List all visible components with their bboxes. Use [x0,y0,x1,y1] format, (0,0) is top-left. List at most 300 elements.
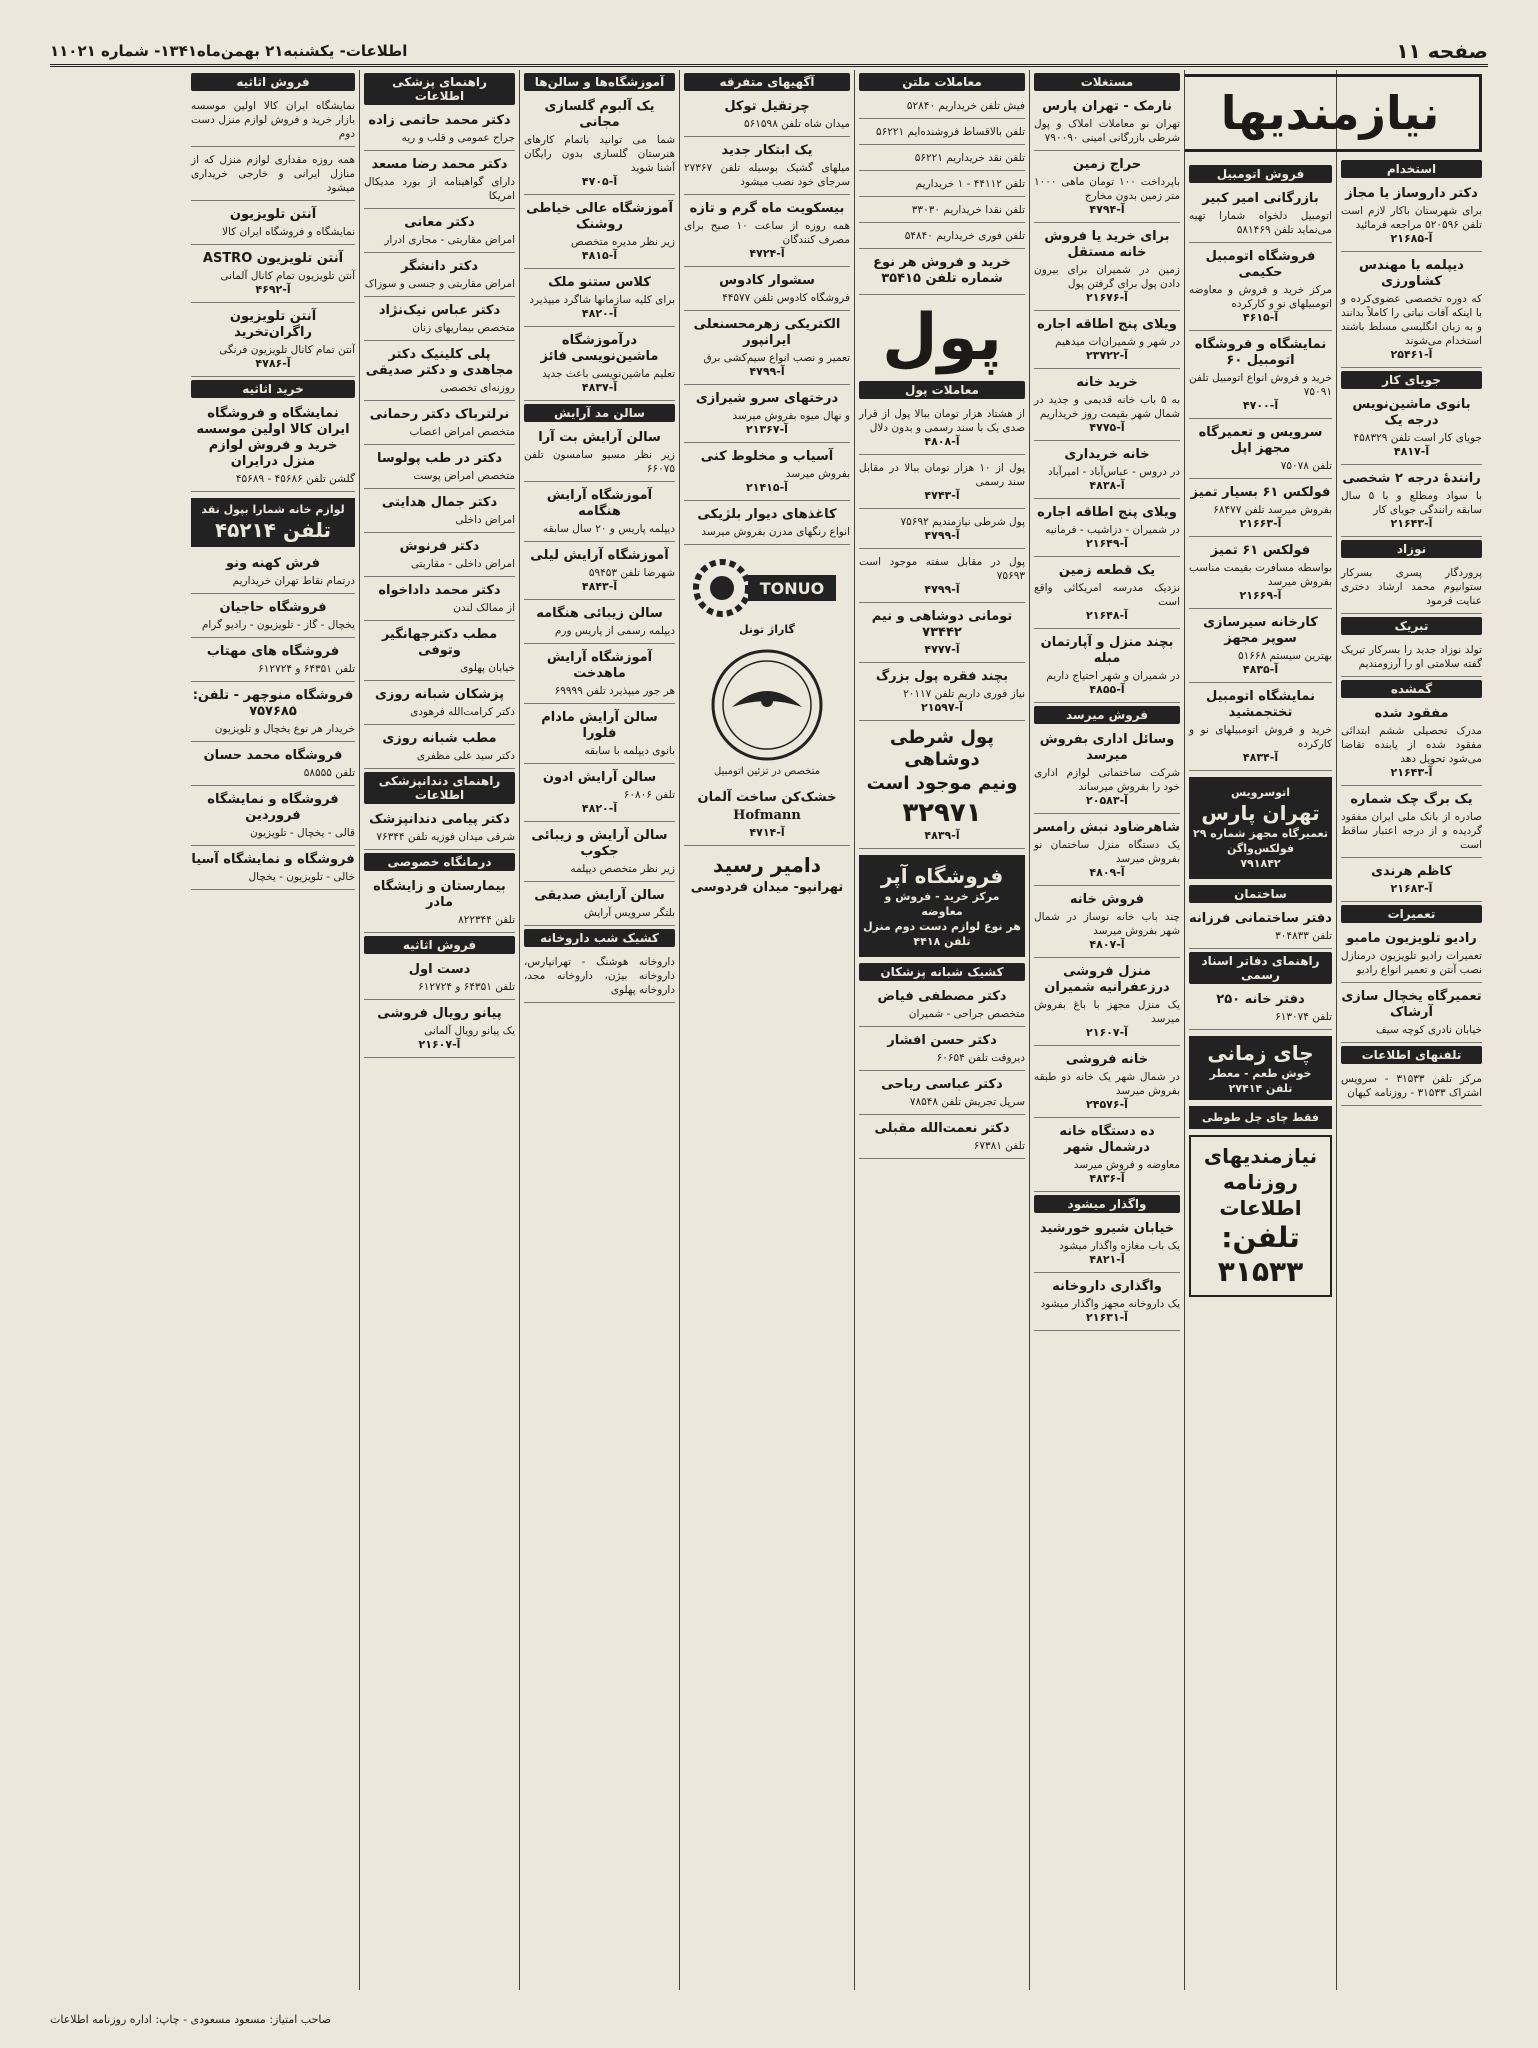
autoservice-line1: اتوسرویس [1231,786,1290,799]
classified-ad [1189,246,1332,331]
ad-reference: آ-۲۱۶۴۸ [1086,609,1128,622]
ad-title: فروشگاه محمد حسان [203,748,343,763]
classified-ad [1341,928,1482,983]
classified-ad [364,959,515,1000]
classified-ad [191,150,355,201]
ad-title: آموزشگاه عالی خیاطی روشنک [526,201,673,232]
classified-ad [191,403,355,492]
section-heading: خرید اثاثیه [191,380,355,398]
ad-text: گلشن تلفن ۴۵۶۸۶ - ۴۵۶۸۹ [235,473,355,485]
ad-text: خیابان پهلوی [460,662,515,674]
classified-ad [859,404,1025,455]
classified-ad [859,986,1025,1027]
svg-text:TONUO: TONUO [759,579,825,598]
ad-title: دکتر جمال هدایتی [381,495,498,510]
column-4-sections [859,73,1025,295]
section-heading: راهنمای دندانپزشکی اطلاعات [364,772,515,804]
ad-title: خرید و فروش هر نوع شماره تلفن ۳۵۴۱۵ [873,255,1011,286]
ad-reference: آ-۴۷۹۹ [749,365,785,378]
ad-title: تومانی دوشاهی و نیم ۷۳۴۴۲ [871,609,1013,640]
ad-text: انواع رنگهای مدرن بفروش میرسد [701,526,850,538]
ad-text: امراض مقاربتی - مجاری ادرار [384,234,515,246]
ad-text: دیپلمه پاریس و ۲۰ سال سابقه [543,523,675,535]
ad-text: دارای گواهینامه از بورد مدیکال امریکا [364,176,515,202]
ad-title: دکتر مصطفی فیاض [877,989,1007,1004]
column-7 [359,70,519,1990]
classified-ad [1341,640,1482,677]
ad-text: زمین در شمیران برای بیرون دادن پول برای گرفتن پول [1034,264,1180,290]
section-heading: تعمیرات [1341,905,1482,923]
ad-reference: آ-۴۷۲۴ [749,247,785,260]
ad-title: کلاس ستنو ملک [548,275,651,290]
classified-ad [1189,334,1332,419]
classified-ad [1341,255,1482,368]
ad-reference: آ-۲۱۶۷۶ [1086,291,1128,304]
ad-reference: آ-۲۰۵۸۳ [1086,794,1128,807]
ad-reference: آ-۲۱۶۸۵ [1390,232,1433,245]
ad-reference: آ-۲۱۶۸۳ [1390,882,1433,895]
ad-title: درآموزشگاه ماشین‌نویسی فائز [540,333,659,364]
ad-text: مدرک تحصیلی ششم ابتدائی مفقود شده از یابنده تقاضا می‌شود تحویل دهد [1341,725,1482,765]
ad-title: دکتر محمد رضا مسعد [371,157,508,172]
classified-ad [859,606,1025,663]
ad-text: نمایشگاه ایران کالا اولین موسسه بازار خرید و فروش لوازم منزل دست دوم [191,100,355,140]
ad-title: آنتن تلویزیون راگران‌تخرید [229,309,317,340]
classified-ad [364,728,515,769]
ad-text: تعلیم ماشین‌نویسی باعث جدید [542,368,675,380]
ad-text: دکتر سید علی مظفری [416,750,515,762]
column-5-sections [684,73,850,545]
classified-ad [684,504,850,545]
ad-reference: آ-۴۸۵۵ [1089,683,1125,696]
classified-ad [1189,989,1332,1030]
ad-text: شما می توانید باتمام کارهای هنرستان گلسازی بدون رایگان آشنا شوید [524,134,675,174]
ad-text: خرید و فروش اتومبیلهای نو و کارکرده [1189,724,1332,750]
ad-text: امراض داخلی - مقاربتی [410,558,515,570]
ad-text: پروردگار پسری بسرکار ستوانیوم محمد ارشاد دختری عنایت فرمود [1341,567,1482,607]
classified-ad [1034,1276,1180,1331]
classified-ad [1341,394,1482,465]
ad-title: فروشگاه اتومبیل حکیمی [1205,249,1316,280]
classified-ad [524,603,675,644]
column-1-sections [1341,160,1482,1106]
ad-title: خیابان شیرو خورشید [1039,1221,1175,1236]
classified-ad [524,825,675,882]
classified-ad [1034,560,1180,629]
ad-title: دکتر عباسی ریاحی [881,1077,1003,1092]
classified-ad [524,198,675,269]
tea-line1: چای زمانی [1207,1041,1314,1065]
ad-text: دیروقت تلفن ۶۰۶۵۴ [936,1052,1025,1064]
classified-ad [1341,468,1482,537]
ad-title: فرش کهنه ونو [225,556,321,571]
column-4-sections-after [859,963,1025,1159]
classified-ad [684,388,850,443]
classified-ad [1341,183,1482,252]
ad-title: ویلای پنج اطاقه اجاره [1037,505,1177,520]
ad-title: بانوی ماشین‌نویس درجه یک [1352,397,1471,428]
classified-ad [524,952,675,1003]
ad-title: مفقود شده [1374,706,1449,721]
section-heading: نوزاد [1341,540,1482,558]
ad-text: مرکز تلفن ۳۱۵۳۳ - سرویس اشتراک ۳۱۵۳۳ - روزنامه کیهان [1341,1073,1483,1099]
classified-ad [1034,154,1180,223]
section-heading: تبریک [1341,617,1482,635]
ad-title: مطب دکترجهانگیر وتوفی [381,627,498,658]
ad-title: بیمارستان و زایشگاه مادر [373,879,506,910]
ad-title: کاغذهای دیوار بلژیکی [697,507,837,522]
ad-title: آموزشگاه آرایش لیلی [530,548,669,563]
classified-ad [1034,502,1180,557]
column-2-sections [1189,165,1332,771]
ad-title: فروشگاه منوچهر - تلفن: ۷۵۷۶۸۵ [192,688,354,719]
classified-ad [859,552,1025,603]
classified-ad [859,512,1025,549]
ad-text: سرپل تجریش تلفن ۷۸۵۴۸ [909,1096,1025,1108]
ad-text: تلفن ۶۴۳۵۱ و ۶۱۲۷۲۴ [418,981,515,993]
classified-ad [684,314,850,385]
ad-text: تهران نو معاملات املاک و پول شرطی بازرگانی امینی ۷۹۰۰۹۰ [1034,118,1180,144]
ad-text: همه روزه مقداری لوازم منزل که از منازل ایرانی و خارجی خریداری میشود [191,154,355,194]
emblem-caption: متخصص در تزئین اتومبیل [714,766,820,777]
ad-reference: آ-۴۶۱۵ [1242,311,1279,324]
eagle-emblem-icon [707,645,827,765]
classified-ad [1034,226,1180,311]
ad-text: صادره از بانک ملی ایران مفقود گردیده و از درجه اعتبار ساقط است [1341,811,1482,851]
imprint: صاحب امتیاز: مسعود مسعودی - چاپ: اداره روزنامه اطلاعات [50,2013,332,2026]
ad-text: متخصص جراحی - شمیران [908,1008,1025,1020]
section-heading: راهنمای پزشکی اطلاعات [364,73,515,105]
classified-ad [1034,1121,1180,1192]
section-heading: ساختمان [1189,885,1332,903]
classified-ad [364,580,515,621]
classified-ad [684,270,850,311]
damir-ad [684,849,850,903]
ad-title: شاهرضاود نبش رامسر [1034,820,1180,835]
ad-text: باپرداخت ۱۰۰ تومان ماهی ۱۰۰۰ متر زمین بدون مخارج [1034,176,1180,202]
store-phone: تلفن ۴۴۱۸ [913,935,971,948]
classified-ad [1189,686,1332,771]
ad-text: تلفن بالاقساط فروشنده‌ایم ۵۶۲۲۱ [875,126,1025,138]
ad-reference: آ-۲۵۴۶۱ [1390,348,1433,361]
ad-text: تلفن فوری خریداریم ۵۴۸۴۰ [904,230,1025,242]
ad-title: دست اول [408,962,471,977]
ad-reference: آ-۲۳۷۲۲ [1086,349,1128,362]
classified-ad [1189,540,1332,609]
classified-ad [364,154,515,209]
ad-text: یک داروخانه مجهز واگذار میشود [1040,1298,1180,1310]
ad-title: فروشگاه و نمایشگاه فروردین [207,792,339,823]
section-heading: مستغلات [1034,73,1180,91]
classified-ad [364,256,515,297]
section-heading: فروش اتومبیل [1189,165,1332,183]
footer-box-line1: نیازمندیهای [1203,1144,1318,1168]
section-heading: کشیک شبانه پزشکان [859,963,1025,981]
ad-reference: آ-۲۱۶۴۳ [1390,517,1433,530]
ad-reference: آ-۴۸۰۹ [1089,866,1125,879]
ad-text: میلهای گشیک بوسیله تلفن ۲۷۳۶۷ سرجای خود نصب میشود [684,162,850,188]
ad-text: زیر نظر متخصص دیپلمه [570,863,675,875]
classified-ad [524,485,675,542]
ad-text: تلفن ۷۵۰۷۸ [1280,460,1332,472]
classified-ad [859,1074,1025,1115]
ad-reference: آ-۲۱۶۴۳ [1390,766,1433,779]
classified-ad [191,96,355,147]
ad-title: دفتر ساختمانی فرزانه [1189,911,1332,926]
ad-title: سالن آرایش بت آرا [538,430,661,445]
classified-ad [524,96,675,195]
column-8 [187,70,359,1990]
ad-text: نزدیک مدرسه امریکائی واقع است [1034,582,1180,608]
ad-title: دکتر محمد حاتمی زاده [368,113,511,128]
classified-ad [1034,817,1180,886]
ad-title: فروشگاه حاجیان [219,600,327,615]
footer-box-line3: تلفن: ۳۱۵۳۳ [1217,1221,1304,1288]
ad-text: بفروش میرسد [785,468,850,480]
ad-text: خالی - تلویزیون - یخچال [248,871,355,883]
money-big-word: پول [882,301,1002,375]
classified-ad [1034,96,1180,151]
ad-title: تعمیرگاه یخچال سازی آرشاک [1341,989,1482,1020]
classifieds-grid [50,70,1486,1990]
ad-text: دیپلمه رسمی از پاریس ورم [554,625,675,637]
classified-ad [364,300,515,341]
classified-ad [1034,314,1180,369]
classified-ad [1189,908,1332,949]
classified-ad [191,745,355,786]
ad-text: میدان شاه تلفن ۵۶۱۵۹۸ [744,118,850,130]
classified-ad [684,446,850,501]
section-heading: راهنمای دفاتر اسناد رسمی [1189,952,1332,984]
ad-title: دکتر در طب پولوسا [376,451,503,466]
ad-text: تلفن ۶۷۳۸۱ [973,1140,1025,1152]
ad-text: بلتگر سرویس آرایش [583,907,675,919]
needs-title-box [1184,74,1482,152]
hofmann-line1: خشک‌کن ساخت آلمان [697,790,837,805]
ad-title: کاظم هرندی [1371,864,1452,879]
classified-ad [364,448,515,489]
classified-ad [1341,703,1482,786]
section-heading: فروش میرسد [1034,706,1180,724]
ad-title: فولکس ۶۱ تمیز [1210,543,1311,558]
ad-text: از هشتاد هزار تومان ببالا پول از قرار صدی یک با سند رسمی و بدون دلال [859,408,1025,434]
ad-text: در شمال شهر یک خانه دو طبقه بفروش میرسد [1034,1071,1180,1097]
garage-logo [684,553,850,637]
classified-ad [859,1030,1025,1071]
classified-ad [191,789,355,846]
ad-title: آموزشگاه آرایش هنگامه [546,488,653,519]
ad-reference: آ-۲۱۵۹۷ [921,701,963,714]
ad-text: بانوی دیپلمه با سابقه [584,745,675,757]
ad-reference: آ-۴۸۳۴ [1242,751,1279,764]
ad-text: روزنه‌ای تخصصی [440,382,515,394]
autoservice-line2: تهران پارس [1201,801,1320,825]
footer-box-line2: روزنامه اطلاعات [1219,1170,1302,1220]
classified-ad [859,174,1025,197]
column-8-sections-after [191,553,355,890]
ad-text: فروشگاه کادوس تلفن ۴۴۵۷۷ [722,292,850,304]
ad-title: خانه خریداری [1064,447,1150,462]
needs-footer-box [1189,1135,1332,1297]
damir-line1: دامیر رسید [713,853,821,877]
ad-reference: آ-۴۷۰۰ [1242,399,1279,412]
needs-title: نیازمندیها [1220,86,1440,140]
ad-text: تلفن ۶۱۳۰۷۴ [1275,1011,1332,1023]
classified-ad [1034,372,1180,441]
ad-title: سالن زیبائی هنگامه [536,606,663,621]
ad-text: تعمیرات رادیو تلویزیون درمنازل نصب آنتن و تعمیر انواع رادیو [1341,950,1482,976]
ad-text: برای کلیه سازمانها شاگرد میپذیرد [529,294,675,306]
ad-text: مرکز خرید و فروش و معاوضه اتومبیلهای نو و کارکرده [1189,284,1332,310]
ad-text: دکتر کرامت‌الله فرهودی [410,706,515,718]
ad-reference: آ-۴۷۹۴ [1089,203,1125,216]
ad-title: مطب شبانه روزی [382,731,497,746]
classified-ad [684,198,850,267]
ad-text: در شمیران و شهر احتیاج داریم [1046,670,1180,682]
classified-ad [364,110,515,151]
cash-furniture-ad [191,498,355,547]
classified-ad [859,252,1025,295]
ad-text: پول در مقابل سفته موجود است ۷۵۶۹۳ [859,556,1025,582]
ad-title: پیانو رویال فروشی [377,1006,502,1021]
classified-ad [859,226,1025,249]
classified-ad [1341,986,1482,1043]
ad-title: دکتر عباس نیک‌نژاد [378,303,501,318]
ad-text: تلفن ۴۴۱۱۲ - ۱ خریداریم [915,178,1025,190]
ad-text: یک باب مغازه واگذار میشود [1059,1240,1180,1252]
ad-text: تعمیر و نصب انواع سیم‌کشی برق [703,352,850,364]
classified-ad [524,545,675,600]
ad-title: رانندهٔ درجه ۲ شخصی [1342,471,1481,486]
ad-title: سالن آرایش ادون [542,770,657,785]
ad-reference: آ-۲۱۶۳۱ [1086,1311,1128,1324]
classified-ad [1341,1069,1482,1106]
classified-ad [1034,1218,1180,1273]
hofmann-ad [684,787,850,846]
ad-text: تلفن ۵۸۵۵۵ [303,767,355,779]
ad-title: سرویس و تعمیرگاه مجهز اپل [1198,425,1323,456]
ad-title: آموزشگاه آرایش ماهدخت [546,650,653,681]
ad-text: شهرضا تلفن ۵۹۴۵۳ [588,567,675,579]
store-ad [859,855,1025,957]
classified-ad [524,885,675,926]
column-6-sections [524,73,675,1003]
section-heading: معاملات پول [859,381,1025,399]
ad-reference: آ-۴۸۱۵ [581,249,618,262]
classified-ad [1189,482,1332,537]
tea-phone: تلفن ۲۷۴۱۴ [1228,1082,1293,1095]
autoservice-phone: ۷۹۱۸۴۲ [1240,857,1281,870]
ad-title: دکتر نعمت‌الله مقبلی [874,1121,1010,1136]
ad-text: تلفن نقدا خریداریم ۳۳۰۳۰ [911,204,1025,216]
ad-title: بچند فقره پول بزرگ [875,669,1009,684]
ad-title: چرتقیل توکل [724,99,810,114]
ad-text: از ممالک لندن [453,602,515,614]
ad-text: و نهال میوه بفروش میرسد [732,410,850,422]
section-heading: گمشده [1341,680,1482,698]
ad-title: برای خرید یا فروش خانه مستقل [1044,229,1170,260]
ad-text: تلفن ۶۴۳۵۱ و ۶۱۲۷۲۴ [258,663,355,675]
section-heading: فروش اثاثیه [191,73,355,91]
classified-ad [364,1003,515,1058]
ad-title: رادیو تلویزیون مامبو [1346,931,1477,946]
classified-ad [1189,422,1332,479]
ad-text: امراض مقاربتی و جنسی و سوزاک [364,278,515,290]
ad-text: به ۵ باب خانه قدیمی و جدید در شمال شهر بقیمت روز خریداریم [1034,394,1180,420]
page-number: صفحه ۱۱ [1396,39,1488,63]
ad-text: زیر نظر مدیره متخصص [570,236,675,248]
ad-reference: آ-۴۷۷۵ [1089,421,1125,434]
money-ad-line1: پول شرطی دوشاهی [890,727,994,770]
classified-ad [1034,961,1180,1046]
classified-ad [1034,729,1180,814]
ad-text: برای شهرستان باکار لازم است تلفن ۵۲۰۵۹۶ مراجعه فرمائید [1341,205,1482,231]
ad-text: تلفن نقد خریداریم ۵۶۲۲۱ [914,152,1025,164]
ad-text: امراض داخلی [455,514,515,526]
classified-ad [364,684,515,725]
ad-title: پلی کلینیک دکتر مجاهدی و دکتر صدیقی [365,347,514,378]
ad-title: سشوار کادوس [719,273,815,288]
ad-title: نمایشگاه و فروشگاه ایران کالا اولین موسسه خرید و فروش لوازم منزل درایران [196,406,350,469]
section-heading: جویای کار [1341,371,1482,389]
ad-text: متخصص بیماریهای زنان [412,322,515,334]
classified-ad [1341,563,1482,614]
ad-text: زیر نظر مسیو سامسون تلفن ۶۶۰۷۵ [524,449,675,475]
ad-title: خانه فروشی [1065,1052,1149,1067]
ad-title: بازرگانی امیر کبیر [1202,191,1319,206]
ad-reference: آ-۴۸۳۵ [1242,663,1279,676]
ad-title: سالن آرایش مادام فلورا [541,710,658,741]
classified-ad [524,767,675,822]
ad-text: نیاز فوری داریم تلفن ۲۰۱۱۷ [903,688,1025,700]
section-heading: استخدام [1341,160,1482,178]
ad-text: جراح عمومی و قلب و ریه [401,132,515,144]
ad-title: الکتریکی زهرمحسنعلی ایرانپور [693,317,841,348]
classified-ad [191,849,355,890]
classified-ad [524,427,675,482]
section-heading: واگذار میشود [1034,1195,1180,1213]
classified-ad [1034,444,1180,499]
ad-reference: آ-۲۱۶۰۷ [1086,1026,1128,1039]
ad-text: تولد نوزاد جدید را بسرکار تبریک گفته سلامتی او را آرزومندیم [1341,644,1482,670]
store-line3: هر نوع لوازم دست دوم منزل [863,920,1021,933]
ad-reference: آ-۲۱۶۶۳ [1239,517,1282,530]
ad-text: در دروس - عباس‌آباد - امیرآباد [1047,466,1180,478]
ad-title: واگذاری داروخانه [1052,1279,1162,1294]
ad-text: یک پیانو رویال آلمانی [424,1025,515,1037]
column-7-sections [364,73,515,1058]
section-heading: سالن مد آرایش [524,404,675,422]
ad-reference: آ-۴۷۴۳ [924,489,960,502]
ad-text: نمایشگاه و فروشگاه ایران کالا [221,226,355,238]
section-heading: درمانگاه خصوصی [364,853,515,871]
autoservice-line3: تعمیرگاه مجهز شماره ۲۹ فولکس‌واگن [1193,827,1328,855]
classified-ad [859,1118,1025,1159]
classified-ad [859,96,1025,119]
section-heading: آگهیهای متفرقه [684,73,850,91]
ad-text: تلفن ۶۰۸۰۶ [623,789,675,801]
ad-title: نمایشگاه اتومبیل تختجمشید [1206,689,1315,720]
ad-title: منزل فروشی درزعفرانیه شمیران [1044,964,1170,995]
ad-title: کارخانه سیرسازی سوپر مجهز [1203,615,1318,646]
ad-title: یک برگ چک شماره [1350,792,1473,807]
ad-title: نارمک - تهران پارس [1042,99,1172,114]
classified-ad [191,641,355,682]
ad-text: بفروش میرسد تلفن ۶۸۴۷۷ [1213,504,1332,516]
classified-ad [524,647,675,704]
hofmann-line2: Hofmann [733,808,801,823]
classified-ad [1341,789,1482,858]
